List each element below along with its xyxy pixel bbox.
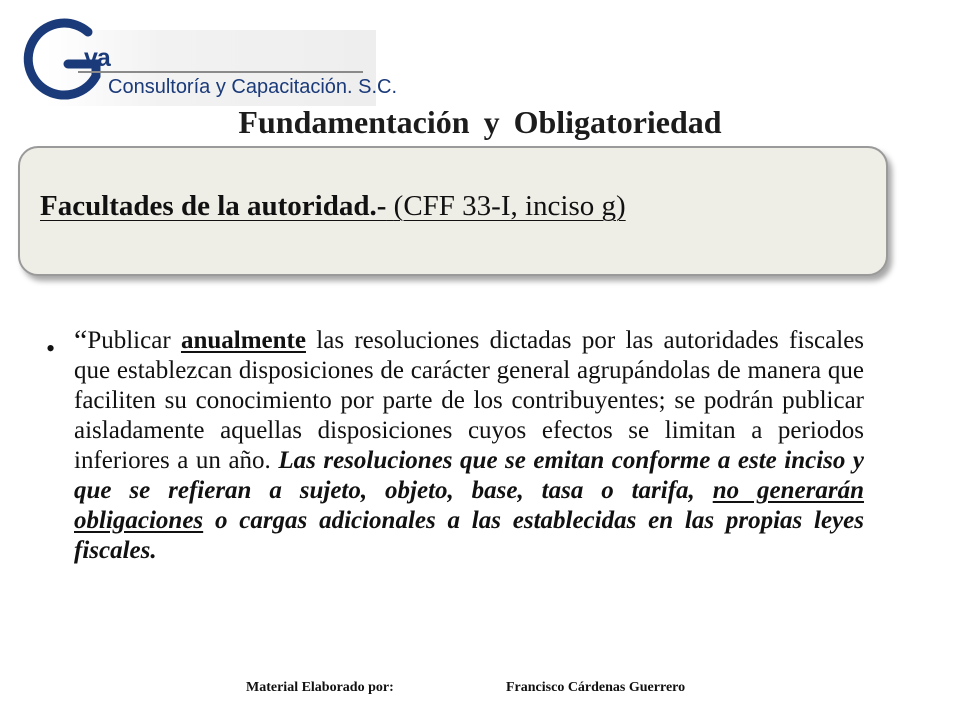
emphasis-annually: anualmente bbox=[180, 327, 306, 354]
emphasis-no-obligations: no generarán obligaciones bbox=[74, 477, 864, 534]
footer-author: Francisco Cárdenas Guerrero bbox=[506, 680, 686, 695]
body-bold-1: Las resoluciones que se emitan conforme a este inciso y que se refieran a sujeto, objeto, base, tasa o tarifa, bbox=[74, 447, 865, 504]
logo-rule bbox=[78, 71, 363, 73]
logo-initials: va bbox=[84, 44, 110, 72]
banner-label: Facultades de la autoridad.- bbox=[40, 190, 387, 222]
body-text-1: Publicar bbox=[87, 327, 171, 354]
footer-label: Material Elaborado por: bbox=[246, 680, 394, 695]
section-banner bbox=[18, 146, 888, 276]
company-logo bbox=[18, 14, 398, 104]
banner-heading bbox=[40, 190, 626, 223]
logo-company-name: Consultoría y Capacitación. S.C. bbox=[108, 76, 398, 98]
banner-citation: (CFF 33-I, inciso g) bbox=[393, 190, 626, 222]
body-text-2: las resoluciones dictadas por las autoridades fiscales que establezcan disposiciones de carácter general agrupándolas de manera que faciliten su conocimiento por parte de los contribuyentes; se podrán publicar aisladamente aquellas disposiciones cuyos efectos se limitan a periodos inferiores a un año. bbox=[74, 327, 865, 474]
bullet-point: • bbox=[46, 334, 56, 363]
body-bold-2: o cargas adicionales a las establecidas en las propias leyes fiscales. bbox=[74, 507, 864, 564]
body-paragraph bbox=[74, 326, 864, 566]
slide-title: Fundamentación y Obligatoriedad bbox=[238, 104, 722, 140]
open-quote: “ bbox=[74, 324, 88, 357]
